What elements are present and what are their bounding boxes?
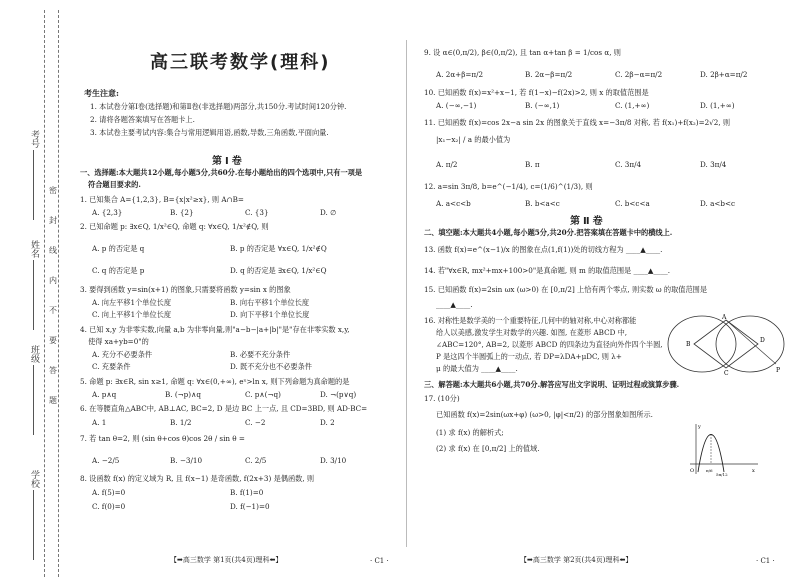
label-name: 姓名 bbox=[29, 240, 39, 258]
question-1: 1. 已知集合 A={1,2,3}, B={x|x²≥x}, 则 A∩B= bbox=[80, 195, 244, 204]
option: B. p 的否定是 ∀x∈Q, 1/x²∉Q bbox=[230, 244, 327, 253]
seal-char: 密 bbox=[49, 186, 57, 195]
question-3: 3. 要得到函数 y=sin(x+1) 的图象,只需要将函数 y=sin x 的图象 bbox=[80, 285, 291, 294]
question-4-cont: 使得 xa+yb=0"的 bbox=[88, 337, 149, 346]
segment-dp bbox=[726, 320, 776, 364]
option: D. 向下平移1个单位长度 bbox=[230, 310, 310, 319]
option: A. p 的否定是 q bbox=[92, 244, 145, 253]
question-11: 11. 已知函数 f(x)=cos 2x−a sin 2x 的图象关于直线 x=−3π/8 对称, 若 f(x₁)+f(x₂)=2√2, 则 bbox=[424, 118, 731, 127]
option: D. q 的否定是 ∃x∈Q, 1/x²∈Q bbox=[230, 266, 327, 275]
question-4: 4. 已知 x,y 为非零实数,向量 a,b 为非零向量,则"a−b−|a+|b|"是"存在非零实数 x,y, bbox=[80, 325, 350, 334]
part1-heading: 第Ⅰ卷 bbox=[212, 156, 245, 167]
question-11-cont: |x₁−x₂| / a 的最小值为 bbox=[436, 135, 511, 144]
option: B. 2α−β=π/2 bbox=[525, 70, 573, 79]
label-b: B bbox=[686, 341, 691, 348]
question-5: 5. 命题 p: ∃x∈R, sin x≥1, 命题 q: ∀x∈(0,+∞), eˣ>ln x, 则下列命题为真命题的是 bbox=[80, 377, 350, 386]
question-16-b: 给人以美感,激发学生对数学的兴趣. 如图, 在菱形 ABCD 中, bbox=[436, 328, 628, 337]
question-6: 6. 在等腰直角△ABC中, AB⊥AC, BC=2, D 是边 BC 上一点, 且 CD=3BD, 则 AD·BC= bbox=[80, 404, 368, 413]
y-label: y bbox=[698, 424, 701, 430]
option: D. f(−1)=0 bbox=[230, 502, 270, 511]
question-16-e: μ 的最大值为 ____▲____. bbox=[436, 364, 518, 373]
cut-line bbox=[58, 10, 59, 577]
footer-left: 【➡高三数学 第1页(共4页)理科⬅】 bbox=[170, 556, 283, 564]
footer-right-code: · C1 · bbox=[756, 557, 775, 565]
label-a: A bbox=[722, 314, 727, 321]
seal-char: 题 bbox=[49, 396, 57, 405]
tick-label: π/6 bbox=[706, 468, 713, 473]
question-16: 16. 对称性是数学美的一个重要特征,几何中的轴对称,中心对称都能 bbox=[424, 316, 637, 325]
seal-char: 答 bbox=[49, 366, 57, 375]
option: A. 1 bbox=[92, 418, 107, 427]
option: B. 1/2 bbox=[170, 418, 192, 427]
seal-char: 不 bbox=[49, 306, 57, 315]
option: B. (¬p)∧q bbox=[165, 390, 201, 399]
seal-char: 封 bbox=[49, 216, 57, 225]
option: D. a<b<c bbox=[700, 199, 736, 208]
option: D. 3π/4 bbox=[700, 160, 727, 169]
label-exam-number: 考号 bbox=[29, 130, 39, 148]
question-10: 10. 已知函数 f(x)=x²+x−1, 若 f(1−x)−f(2x)>2, 则 x 的取值范围是 bbox=[424, 88, 649, 97]
label-class: 班级 bbox=[29, 345, 39, 363]
exam-number-line bbox=[33, 150, 34, 220]
option: D. ¬(p∨q) bbox=[320, 390, 357, 399]
question-13: 13. 函数 f(x)=e^(x−1)/x 的图象在点(1,f(1))处的切线方程为 ____▲____. bbox=[424, 245, 663, 254]
option: D. (1,+∞) bbox=[700, 101, 735, 110]
question-7: 7. 若 tan θ=2, 则 (sin θ+cos θ)cos 2θ / sin θ = bbox=[80, 434, 245, 443]
option: C. −2 bbox=[245, 418, 266, 427]
tick-label: 5π/12 bbox=[716, 472, 728, 477]
option: B. π bbox=[525, 160, 540, 169]
option: B. b<a<c bbox=[525, 199, 560, 208]
option: C. 2β−α=π/2 bbox=[615, 70, 663, 79]
question-9: 9. 设 α∈(0,π/2), β∈(0,π/2), 且 tan α+tan β = 1/cos α, 则 bbox=[424, 48, 621, 57]
seal-char: 内 bbox=[49, 276, 57, 285]
option: A. (−∞,−1) bbox=[436, 101, 477, 110]
question-8: 8. 设函数 f(x) 的定义域为 R, 且 f(x−1) 是奇函数, f(2x+3) 是偶函数, 则 bbox=[80, 474, 315, 483]
option: A. 充分不必要条件 bbox=[92, 350, 153, 359]
label-school: 学校 bbox=[29, 470, 39, 488]
notice-heading: 考生注意: bbox=[84, 88, 119, 98]
option: D. ∅ bbox=[320, 208, 337, 217]
option: D. 既不充分也不必要条件 bbox=[230, 362, 312, 371]
question-15: 15. 已知函数 f(x)=2sin ωx (ω>0) 在 [0,π/2] 上恰有两个零点, 则实数 ω 的取值范围是 bbox=[424, 285, 708, 294]
notice-item: 3. 本试卷主要考试内容:集合与常用逻辑用语,函数,导数,三角函数,平面向量. bbox=[90, 128, 329, 137]
option: A. f(5)=0 bbox=[92, 488, 126, 497]
origin-label: O bbox=[690, 468, 695, 474]
question-12: 12. a=sin 3π/8, b=e^(−1/4), c=(1/6)^(1/3), 则 bbox=[424, 182, 593, 191]
question-14: 14. 若"∀x∈R, mx²+mx+100>0"是真命题, 则 m 的取值范围是 ____▲____. bbox=[424, 266, 671, 275]
option: C. (1,+∞) bbox=[615, 101, 650, 110]
column-divider bbox=[406, 40, 407, 547]
rhombus-figure bbox=[664, 312, 788, 376]
question-17-a: 已知函数 f(x)=2sin(ωx+φ) (ω>0, |φ|<π/2) 的部分图象如图所示. bbox=[436, 410, 653, 419]
question-17: 17. (10分) bbox=[424, 394, 460, 403]
option: C. p∧(¬q) bbox=[245, 390, 281, 399]
binding-margin bbox=[0, 0, 62, 587]
choice-intro: 一、选择题:本大题共12小题,每小题5分,共60分.在每小题给出的四个选项中,只有一项是 bbox=[80, 168, 363, 177]
option: A. a<c<b bbox=[436, 199, 471, 208]
question-15-cont: ____▲____. bbox=[436, 300, 473, 309]
label-d: D bbox=[760, 337, 765, 344]
option: A. 向左平移1个单位长度 bbox=[92, 298, 172, 307]
page-title: 高三联考数学(理科) bbox=[150, 52, 331, 73]
rhombus bbox=[694, 320, 758, 368]
question-17-b: (1) 求 f(x) 的解析式; bbox=[436, 428, 504, 437]
question-16-c: ∠ABC=120°, AB=2, 以菱形 ABCD 的四条边为直径向外作四个半圆, bbox=[436, 340, 663, 349]
option: B. (−∞,1) bbox=[525, 101, 560, 110]
option: C. b<c<a bbox=[615, 199, 650, 208]
option: C. 3π/4 bbox=[615, 160, 642, 169]
option: C. 2/5 bbox=[245, 456, 267, 465]
option: B. 必要不充分条件 bbox=[230, 350, 291, 359]
option: C. 向上平移1个单位长度 bbox=[92, 310, 172, 319]
part2-heading: 第Ⅱ卷 bbox=[570, 216, 606, 227]
option: C. {3} bbox=[245, 208, 269, 217]
choice-intro-2: 符合题目要求的. bbox=[88, 180, 141, 189]
question-16-d: P 是这四个半圆弧上的一动点, 若 DP=λDA+μDC, 则 λ+ bbox=[436, 352, 622, 361]
option: B. −3/10 bbox=[170, 456, 203, 465]
option: C. q 的否定是 p bbox=[92, 266, 145, 275]
seal-char: 线 bbox=[49, 246, 57, 255]
seal-char: 要 bbox=[49, 336, 57, 345]
question-17-c: (2) 求 f(x) 在 [0,π/2] 上的值域. bbox=[436, 444, 540, 453]
answer-intro: 三、解答题:本大题共6小题,共70分.解答应写出文字说明、证明过程或演算步骤. bbox=[424, 380, 680, 389]
right-semicircle bbox=[716, 316, 784, 372]
footer-left-code: · C1 · bbox=[370, 557, 389, 565]
option: A. 2α+β=π/2 bbox=[436, 70, 484, 79]
option: A. −2/5 bbox=[92, 456, 120, 465]
option: D. 3/10 bbox=[320, 456, 347, 465]
class-line bbox=[33, 365, 34, 435]
notice-item: 1. 本试卷分第Ⅰ卷(选择题)和第Ⅱ卷(非选择题)两部分,共150分.考试时间120分钟. bbox=[90, 102, 347, 111]
option: D. 2β+α=π/2 bbox=[700, 70, 748, 79]
option: C. 充要条件 bbox=[92, 362, 131, 371]
option: B. {2} bbox=[170, 208, 194, 217]
x-label: x bbox=[752, 468, 755, 474]
sine-graph bbox=[680, 422, 760, 478]
label-c: C bbox=[724, 370, 729, 376]
name-line bbox=[33, 260, 34, 330]
option: A. p∧q bbox=[92, 390, 117, 399]
question-2: 2. 已知命题 p: ∃x∈Q, 1/x²∈Q, 命题 q: ∀x∈Q, 1/x²∉Q, 则 bbox=[80, 222, 269, 231]
option: A. π/2 bbox=[436, 160, 458, 169]
option: C. f(0)=0 bbox=[92, 502, 126, 511]
seal-line bbox=[44, 10, 45, 577]
footer-right: 【➡高三数学 第2页(共4页)理科⬅】 bbox=[520, 556, 633, 564]
school-line bbox=[33, 490, 34, 560]
option: A. {2,3} bbox=[92, 208, 123, 217]
option: D. 2 bbox=[320, 418, 335, 427]
option: B. f(1)=0 bbox=[230, 488, 264, 497]
fill-intro: 二、填空题:本大题共4小题,每小题5分,共20分.把答案填在答题卡中的横线上. bbox=[424, 228, 673, 237]
notice-item: 2. 请将各题答案填写在答题卡上. bbox=[90, 115, 195, 124]
option: B. 向右平移1个单位长度 bbox=[230, 298, 310, 307]
label-p: P bbox=[776, 367, 781, 374]
